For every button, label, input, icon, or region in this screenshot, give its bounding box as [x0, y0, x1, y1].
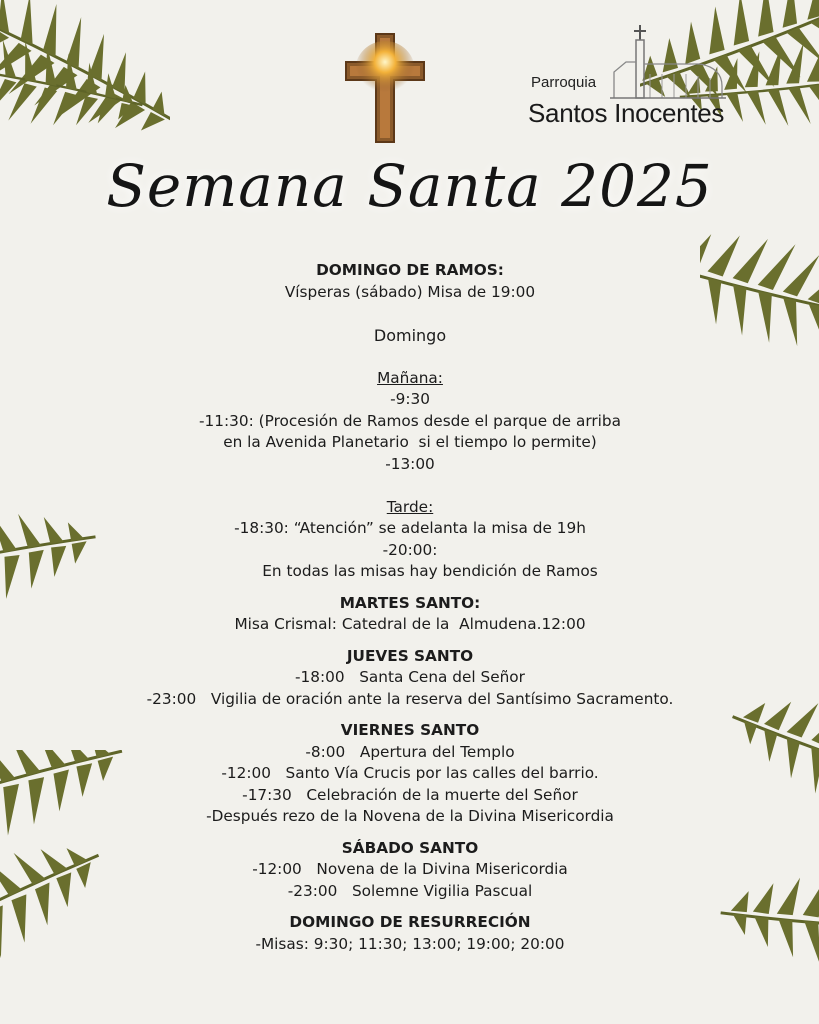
schedule-line: -12:00 Novena de la Divina Misericordia	[252, 860, 568, 878]
subheading-tarde: Tarde:	[386, 497, 434, 516]
section-heading: VIERNES SANTO	[340, 721, 480, 739]
logo-parish-name: Santos Inocentes	[528, 98, 725, 128]
section-martes-santo	[80, 593, 740, 636]
subheading-manana: Mañana:	[377, 368, 443, 387]
schedule-line: -23:00 Solemne Vigilia Pascual	[287, 881, 533, 900]
schedule-line: Domingo	[373, 325, 447, 345]
parish-logo	[528, 20, 738, 128]
schedule-line: -18:00 Santa Cena del Señor	[295, 668, 525, 686]
schedule-line: -23:00 Vigilia de oración ante la reserva del Santísimo Sacramento.	[146, 689, 674, 708]
schedule-line: -8:00 Apertura del Templo	[305, 742, 515, 761]
schedule-line: -18:30: “Atención” se adelanta la misa de 19h	[234, 519, 586, 537]
schedule-line: -11:30: (Procesión de Ramos desde el parque de arriba	[199, 411, 621, 430]
schedule-line: -Misas: 9:30; 11:30; 13:00; 19:00; 20:00	[255, 934, 565, 953]
section-domingo-de-ramos	[80, 260, 740, 583]
cross-icon	[340, 30, 430, 148]
schedule-line: -12:00 Santo Vía Crucis por las calles del barrio.	[221, 764, 599, 782]
section-domingo-de-resurreccion	[80, 912, 740, 955]
section-heading: DOMINGO DE RESURRECIÓN	[289, 913, 531, 931]
section-heading: JUEVES SANTO	[346, 646, 474, 665]
section-heading: MARTES SANTO:	[339, 593, 481, 612]
schedule-line: -9:30	[390, 390, 430, 408]
schedule-line: en la Avenida Planetario si el tiempo lo permite)	[223, 433, 597, 451]
page-title: Semana Santa 2025	[106, 152, 713, 220]
section-sabado-santo	[80, 838, 740, 903]
schedule-line: -17:30 Celebración de la muerte del Señor	[242, 785, 578, 804]
section-heading: DOMINGO DE RAMOS:	[316, 261, 504, 279]
schedule-line: -20:00:	[382, 540, 438, 559]
palm-leaf-top-left-icon	[0, 0, 170, 170]
schedule-line: -Después rezo de la Novena de la Divina Misericordia	[206, 807, 614, 825]
schedule-line: En todas las misas hay bendición de Ramos	[262, 562, 598, 580]
schedule-line: -13:00	[385, 454, 435, 473]
section-jueves-santo	[80, 646, 740, 711]
section-viernes-santo	[80, 720, 740, 828]
logo-parroquia-text: Parroquia	[531, 74, 597, 91]
schedule	[80, 260, 740, 955]
section-heading: SÁBADO SANTO	[341, 838, 479, 857]
schedule-line: Misa Crismal: Catedral de la Almudena.12:00	[234, 615, 586, 633]
schedule-line: Vísperas (sábado) Misa de 19:00	[284, 282, 536, 301]
church-icon	[610, 20, 730, 100]
